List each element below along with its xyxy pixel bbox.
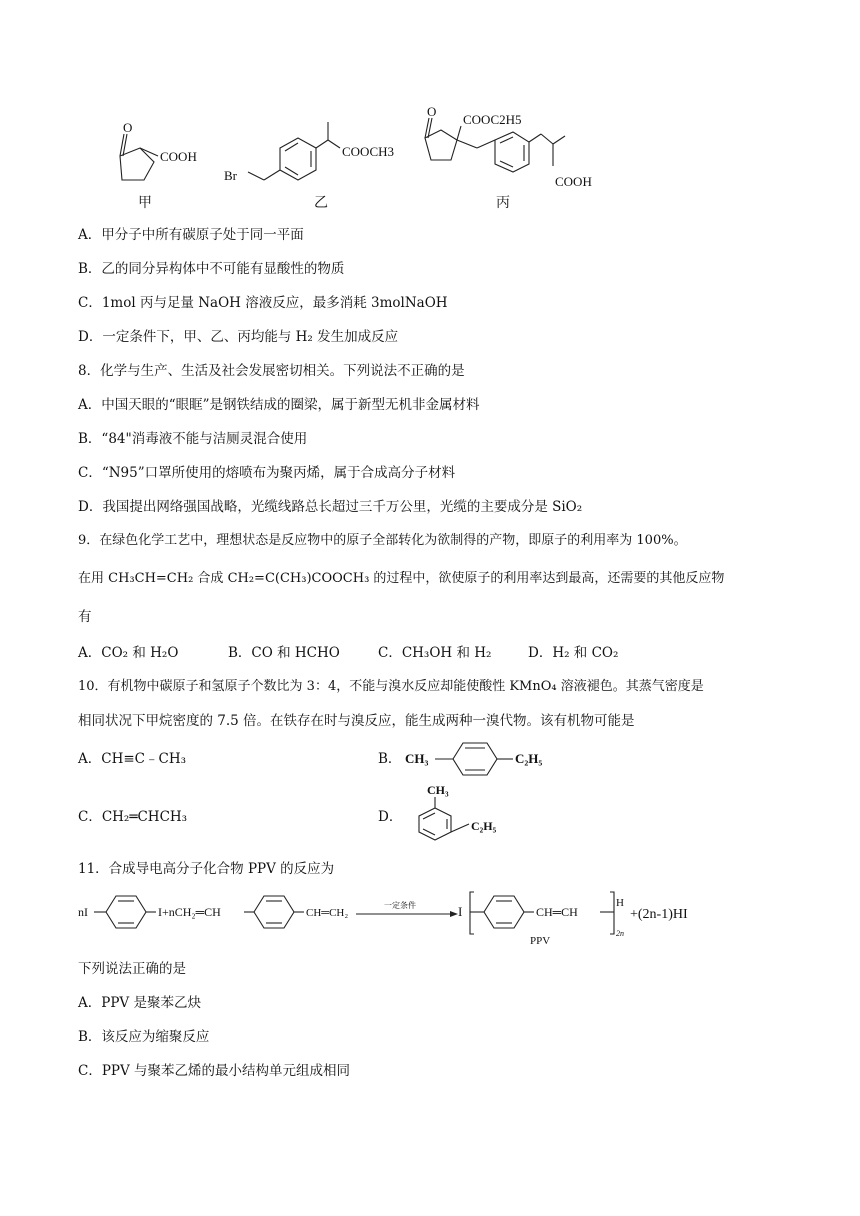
q8-option-b: B．“84"消毒液不能与洁厕灵混合使用 <box>78 431 308 447</box>
structure-yi <box>220 108 420 198</box>
q9-option-d: D．H₂ 和 CO₂ <box>528 645 619 661</box>
q8-option-d: D．我国提出网络强国战略，光缆线路总长超过三千万公里，光缆的主要成分是 SiO₂ <box>78 499 583 515</box>
q7-option-c: C．1mol 丙与足量 NaOH 溶液反应，最多消耗 3molNaOH <box>78 295 448 311</box>
bing-cooh-label: COOH <box>555 174 592 189</box>
q7-option-a: A．甲分子中所有碳原子处于同一平面 <box>78 227 304 243</box>
q7-option-d: D．一定条件下，甲、乙、丙均能与 H₂ 发生加成反应 <box>78 329 399 345</box>
q9-stem-line1: 9．在绿色化学工艺中，理想状态是反应物中的原子全部转化为欲制得的产物，即原子的利用率为 100%。 <box>78 533 687 548</box>
q9-option-c: C．CH₃OH 和 H₂ <box>378 645 492 661</box>
reactant1-left: nI <box>78 905 88 919</box>
q9-option-a: A．CO₂ 和 H₂O <box>78 645 179 661</box>
product-subscript: 2n <box>616 929 624 938</box>
q10-d-right-group: C₂H₅ <box>471 819 497 833</box>
product-mid: CH═CH <box>536 905 578 919</box>
q11-question: 下列说法正确的是 <box>78 961 186 977</box>
q8-stem: 8．化学与生产、生活及社会发展密切相关。下列说法不正确的是 <box>78 363 465 379</box>
q10-b-right-group: C₂H₅ <box>515 751 543 766</box>
q10-option-d-label: D． <box>378 809 403 825</box>
q7-option-b: B．乙的同分异构体中不可能有显酸性的物质 <box>78 261 345 277</box>
bing-o-label: O <box>427 104 437 119</box>
product-left: I <box>458 904 463 919</box>
caption-yi: 乙 <box>314 195 328 211</box>
caption-bing: 丙 <box>496 195 510 211</box>
q11-option-a: A．PPV 是聚苯乙炔 <box>78 995 201 1011</box>
yi-br-label: Br <box>224 168 237 183</box>
q9-stem-line2: 在用 CH₃CH=CH₂ 合成 CH₂=C(CH₃)COOCH₃ 的过程中，欲使原子的利用率达到最高，还需要的其他反应物 <box>78 571 725 586</box>
q10-b-left-group: CH₃ <box>405 751 429 766</box>
q11-reaction-equation <box>78 876 718 948</box>
jia-cooh-label: COOH <box>160 149 197 164</box>
q10-stem-line1: 10．有机物中碳原子和氢原子个数比为 3：4，不能与溴水反应却能使酸性 KMnO₄ 溶液褪色。其蒸气密度是 <box>78 679 704 694</box>
caption-jia: 甲 <box>138 195 152 211</box>
bing-ester-label: COOC2H5 <box>463 112 522 127</box>
q8-option-a: A．中国天眼的“眼眶”是钢铁结成的圈梁，属于新型无机非金属材料 <box>78 397 480 413</box>
product-end-h: H <box>616 897 624 909</box>
reaction-byproduct: +(2n-1)HI <box>630 907 688 922</box>
q8-option-c: C．“N95”口罩所使用的熔喷布为聚丙烯，属于合成高分子材料 <box>78 465 456 481</box>
q9-option-b: B．CO 和 HCHO <box>228 645 340 661</box>
structure-jia <box>100 118 210 198</box>
yi-ester-label: COOCH3 <box>342 144 395 159</box>
q11-option-c: C．PPV 与聚苯乙烯的最小结构单元组成相同 <box>78 1063 351 1079</box>
reaction-condition: 一定条件 <box>384 901 416 910</box>
q10-stem-line2: 相同状况下甲烷密度的 7.5 倍。在铁存在时与溴反应，能生成两种一溴代物。该有机物可能是 <box>78 713 635 729</box>
q10-option-b-structure <box>405 738 565 778</box>
q10-option-a: A．CH≡C﹣CH₃ <box>78 751 187 767</box>
structure-bing <box>415 104 615 196</box>
q10-option-d-structure <box>405 780 515 840</box>
q10-option-b-label: B． <box>378 751 402 767</box>
q9-stem-line3: 有 <box>78 609 92 625</box>
q10-option-c: C．CH₂═CHCH₃ <box>78 809 188 825</box>
product-name: PPV <box>530 935 551 947</box>
q11-option-b: B．该反应为缩聚反应 <box>78 1029 210 1045</box>
q10-d-top-group: CH₃ <box>427 783 449 797</box>
q11-stem: 11．合成导电高分子化合物 PPV 的反应为 <box>78 861 335 877</box>
reactant2-right: CH═CH₂ <box>306 907 349 919</box>
reactant1-right: I+nCH₂═CH <box>158 905 221 919</box>
jia-o-label: O <box>123 120 133 135</box>
